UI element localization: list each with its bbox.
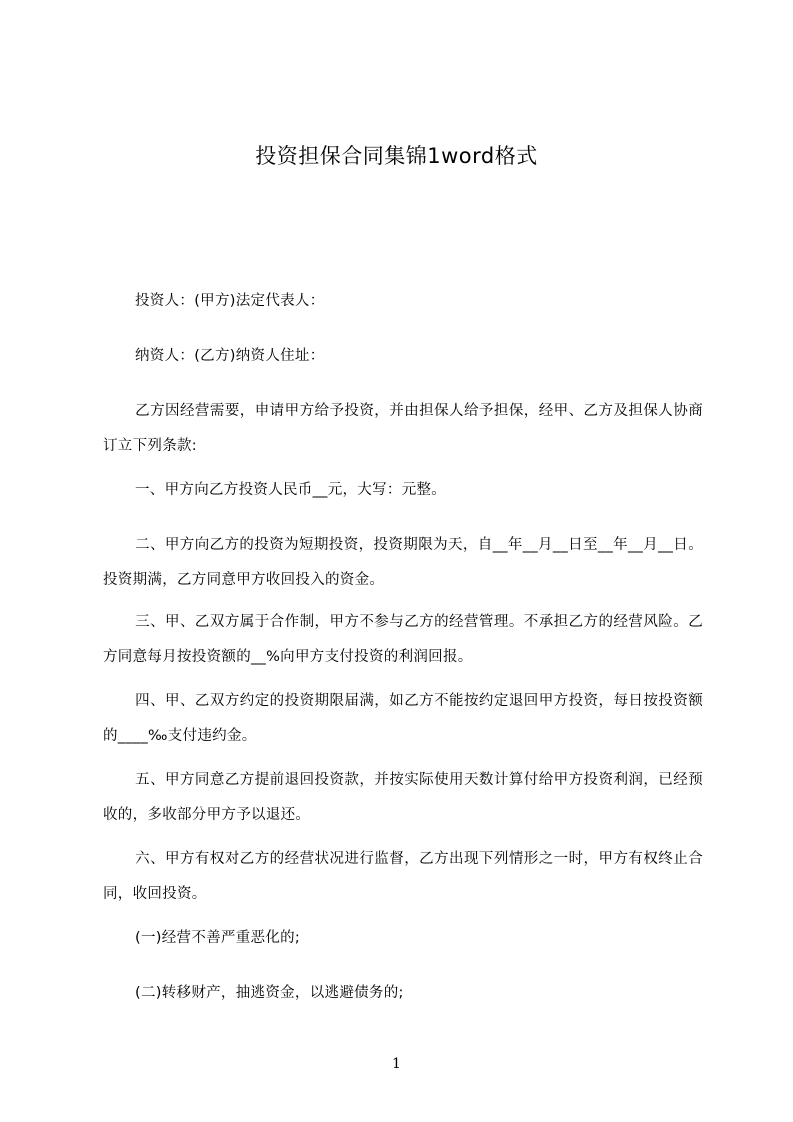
clause-1: [103, 473, 703, 508]
paragraph-text: 二、甲方向乙方的投资为短期投资，投资期限为天，自__年__月__日至__年__月__日。投资期满，乙方同意甲方收回投入的资金。: [103, 537, 703, 588]
paragraph-text: 四、甲、乙双方约定的投资期限届满，如乙方不能按约定退回甲方投资，每日按投资额的____‰支付违约金。: [103, 693, 703, 744]
paragraph-text: 五、甲方同意乙方提前退回投资款，并按实际使用天数计算付给甲方投资利润，已经预收的，多收部分甲方予以退还。: [103, 772, 703, 823]
paragraph-text: 六、甲方有权对乙方的经营状况进行监督，乙方出现下列情形之一时，甲方有权终止合同，收回投资。: [103, 851, 703, 902]
sub-clause-1: [103, 921, 703, 956]
clause-4: [103, 684, 703, 754]
paragraph-text: 纳资人：(乙方)纳资人住址：: [135, 348, 325, 364]
paragraph-text: (二)转移财产，抽逃资金，以逃避债务的;: [135, 985, 404, 1001]
document-title: 投资担保合同集锦1word格式: [255, 144, 538, 168]
paragraph-text: 三、甲、乙双方属于合作制，甲方不参与乙方的经营管理。不承担乙方的经营风险。乙方同意每月按投资额的__%向甲方支付投资的利润回报。: [103, 614, 703, 665]
clause-6: [103, 842, 703, 912]
paragraph-preamble: [103, 394, 703, 464]
paragraph-text: 一、甲方向乙方投资人民币__元，大写：元整。: [135, 482, 447, 498]
paragraph-investor: [103, 284, 703, 319]
clause-5: [103, 763, 703, 833]
sub-clause-2: [103, 976, 703, 1011]
paragraph-text: 乙方因经营需要，申请甲方给予投资，并由担保人给予担保，经甲、乙方及担保人协商订立下列条款:: [103, 403, 703, 454]
clause-3: [103, 605, 703, 675]
paragraph-text: (一)经营不善严重恶化的;: [135, 930, 301, 946]
paragraph-text: 投资人：(甲方)法定代表人：: [135, 293, 325, 309]
clause-2: [103, 528, 703, 598]
paragraph-financed-party: [103, 339, 703, 374]
page-number: 1: [392, 1056, 401, 1072]
